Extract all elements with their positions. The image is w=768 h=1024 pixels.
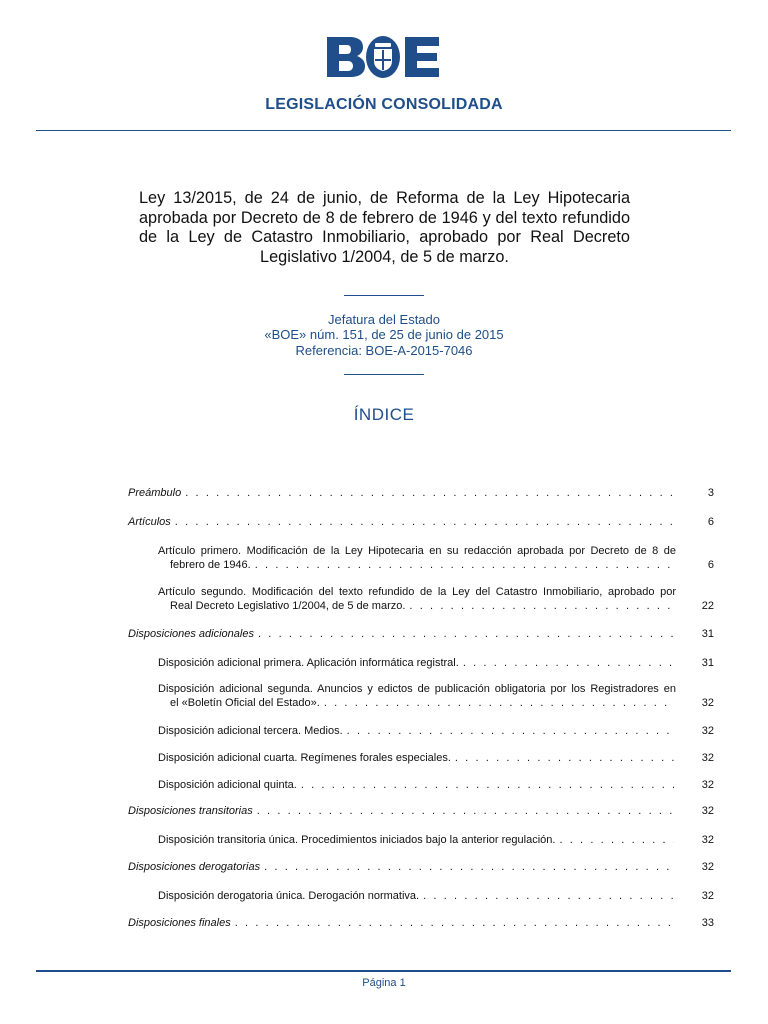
toc-entry-label-first-line: Disposición adicional segunda. Anuncios y edictos de publicación obligatoria por los Registradores en (158, 683, 676, 695)
toc-entry-disposicion-adicional-segunda[interactable] (128, 682, 714, 710)
toc-entry-disposicion-adicional-primera[interactable] (128, 656, 714, 670)
index-heading: ÍNDICE (353, 405, 415, 424)
toc-page-number: 32 (701, 752, 714, 764)
toc-entry-disposicion-transitoria-unica[interactable] (128, 833, 714, 847)
toc-entry-label: Disposiciones finales (128, 917, 231, 929)
toc-page-number: 32 (701, 805, 714, 817)
meta-divider-bottom (344, 374, 424, 375)
header-divider (36, 130, 731, 131)
toc-entry-label: Disposición adicional cuarta. Regímenes forales especiales. (158, 752, 451, 764)
toc-entry-disposicion-adicional-tercera[interactable] (128, 724, 714, 738)
toc-entry-label: Disposiciones adicionales (128, 628, 254, 640)
toc-entry-label: Disposición adicional primera. Aplicación informática registral. (158, 657, 459, 669)
toc-entry-label-first-line: Artículo primero. Modificación de la Ley Hipotecaria en su redacción aprobada por Decreto de 8 de (158, 545, 676, 557)
toc-page-number: 6 (707, 516, 714, 528)
document-reference: Referencia: BOE-A-2015-7046 (295, 343, 473, 358)
page-number: Página 1 (362, 977, 406, 989)
toc-entry-label: Real Decreto Legislativo 1/2004, de 5 de marzo. (170, 600, 406, 612)
bulletin-reference: «BOE» núm. 151, de 25 de junio de 2015 (264, 327, 504, 342)
toc-page-number: 6 (707, 559, 714, 571)
toc-page-number: 32 (701, 834, 714, 846)
toc-entry-label: Disposición transitoria única. Procedimientos iniciados bajo la anterior regulación. (158, 834, 556, 846)
toc-entry-label: febrero de 1946. (170, 559, 251, 571)
toc-page-number: 33 (701, 917, 714, 929)
toc-entry-disposiciones-transitorias[interactable] (128, 804, 714, 818)
toc-entry-disposicion-adicional-quinta[interactable] (128, 778, 714, 792)
toc-entry-label: Disposición derogatoria única. Derogación normativa. (158, 890, 420, 902)
footer-divider (36, 970, 731, 972)
toc-page-number: 32 (701, 861, 714, 873)
toc-entry-articulo-segundo[interactable] (128, 585, 714, 613)
toc-entry-articulos[interactable] (128, 515, 714, 529)
toc-entry-label: Preámbulo (128, 487, 182, 499)
toc-entry-label: Disposiciones transitorias (128, 805, 253, 817)
toc-entry-disposiciones-finales[interactable] (128, 916, 714, 930)
toc-entry-disposiciones-derogatorias[interactable] (128, 860, 714, 874)
toc-entry-disposicion-derogatoria-unica[interactable] (128, 889, 714, 903)
meta-divider-top (344, 295, 424, 296)
toc-page-number: 22 (701, 600, 714, 612)
toc-entry-disposiciones-adicionales[interactable] (128, 627, 714, 641)
toc-entry-label: Artículos (128, 516, 171, 528)
toc-entry-label: Disposiciones derogatorias (128, 861, 261, 873)
toc-entry-label: Disposición adicional quinta. (158, 779, 297, 791)
header-title: LEGISLACIÓN CONSOLIDADA (265, 96, 503, 113)
issuer: Jefatura del Estado (327, 312, 441, 327)
law-title: Ley 13/2015, de 24 de junio, de Reforma de la Ley Hipotecaria aprobada por Decreto de 8 de febrero de 1946 y del texto refundido de la Ley de Catastro Inmobiliario, aprobado por Real Decreto Legislativo 1/2004, de 5 de marzo. (139, 189, 630, 266)
toc-page-number: 32 (701, 697, 714, 709)
toc-entry-label-first-line: Artículo segundo. Modificación del texto refundido de la Ley del Catastro Inmobiliario, aprobado por (158, 586, 676, 598)
toc-page-number: 31 (701, 657, 714, 669)
toc-page-number: 32 (701, 725, 714, 737)
toc-page-number: 3 (707, 487, 714, 499)
toc-page-number: 32 (701, 890, 714, 902)
toc-page-number: 31 (701, 628, 714, 640)
boe-logo (327, 35, 441, 79)
toc-entry-disposicion-adicional-cuarta[interactable] (128, 751, 714, 765)
toc-entry-preambulo[interactable] (128, 486, 714, 500)
toc-entry-label: Disposición adicional tercera. Medios. (158, 725, 343, 737)
toc-page-number: 32 (701, 779, 714, 791)
toc-entry-label: el «Boletín Oficial del Estado». (170, 697, 320, 709)
toc-entry-articulo-primero[interactable] (128, 544, 714, 572)
